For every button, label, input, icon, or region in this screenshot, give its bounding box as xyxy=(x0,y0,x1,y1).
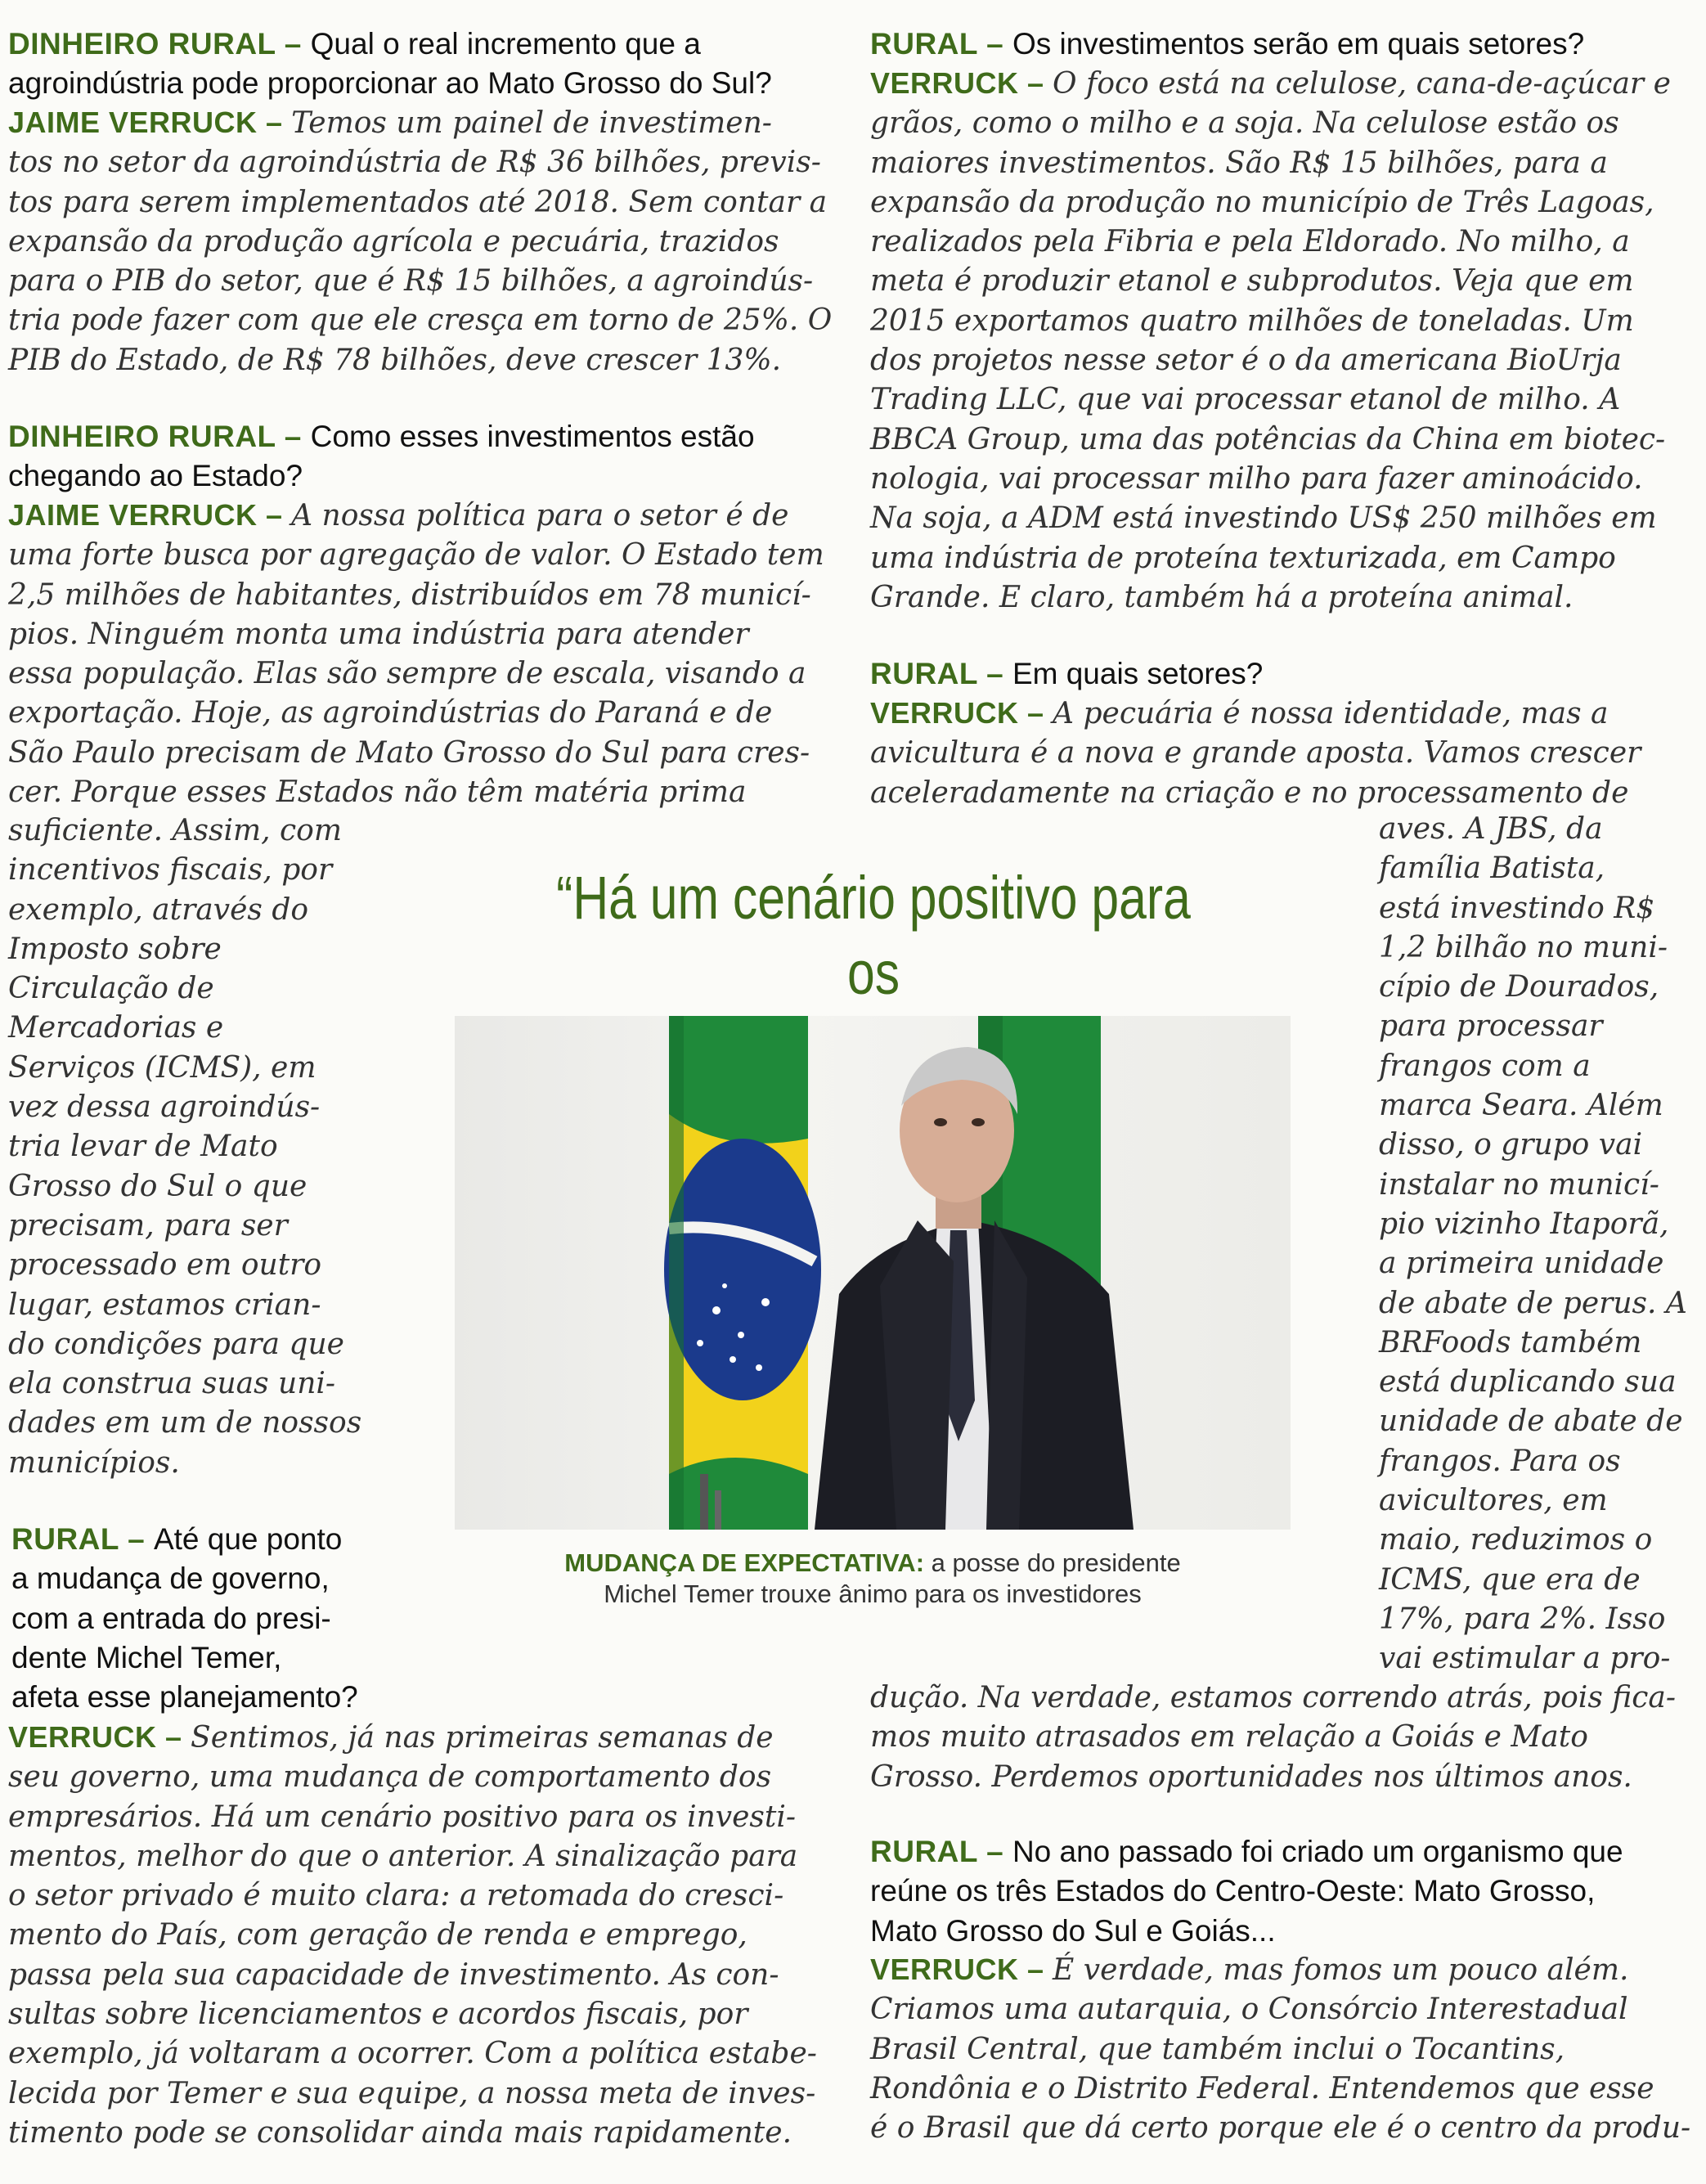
text-line xyxy=(870,774,1641,813)
speaker-tag: VERRUCK – xyxy=(8,1720,191,1754)
speaker-tag: RURAL – xyxy=(870,1835,1012,1868)
text-segment: timento pode se consolidar ainda mais rapidamente. xyxy=(8,2115,792,2150)
text-line: unidade de abate de xyxy=(1379,1404,1683,1439)
text-segment: para o PIB do setor, que é R$ 15 bilhões, a agroindús- xyxy=(8,264,814,299)
text-line xyxy=(870,262,1671,301)
text-line: disso, o grupo vai xyxy=(1379,1128,1643,1162)
text-line: do condições para que xyxy=(8,1327,344,1361)
text-segment: com a entrada do presi- xyxy=(11,1601,331,1635)
text-segment: mento do País, com geração de renda e emprego, xyxy=(8,1918,747,1953)
text-line xyxy=(870,222,1671,262)
text-line xyxy=(870,1950,1690,1990)
text-segment: Em quais setores? xyxy=(1012,657,1264,690)
text-segment: tos para serem implementados até 2018. Sem contar a xyxy=(8,185,828,219)
text-line: vai estimular a pro- xyxy=(1379,1642,1671,1676)
text-segment: Qual o real incremento que a xyxy=(310,27,701,61)
text-segment: Sentimos, já nas primeiras semanas de xyxy=(191,1721,774,1755)
text-line xyxy=(870,2069,1690,2109)
question-6 xyxy=(870,1832,1623,1951)
text-line xyxy=(870,578,1671,618)
text-segment: 2,5 milhões de habitantes, distribuídos em 78 municí- xyxy=(8,577,811,612)
text-line: marca Seara. Além xyxy=(1379,1089,1663,1123)
text-line xyxy=(870,1912,1623,1951)
speaker-tag: VERRUCK – xyxy=(870,66,1053,100)
text-segment: a mudança de governo, xyxy=(11,1562,330,1596)
text-segment: meta é produzir etanol e subprodutos. Veja que em xyxy=(870,264,1634,299)
text-line xyxy=(8,694,824,733)
text-segment: agroindústria pode proporcionar ao Mato Grosso do Sul? xyxy=(8,66,772,101)
speaker-tag: DINHEIRO RURAL – xyxy=(8,420,311,453)
text-line xyxy=(870,420,1671,460)
text-line xyxy=(870,654,1263,694)
text-line: Imposto sobre xyxy=(8,932,222,966)
text-segment: expansão da produção no município de Três Lagoas, xyxy=(870,185,1654,219)
text-segment: exportação. Hoje, as agroindústrias do Paraná e de xyxy=(8,696,773,730)
text-line: ICMS, que era de xyxy=(1379,1562,1641,1597)
text-line: processado em outro xyxy=(8,1248,322,1283)
text-segment: chegando ao Estado? xyxy=(8,459,303,493)
text-line xyxy=(8,301,832,340)
text-segment: grãos, como o milho e a soja. Na celulose estão os xyxy=(870,106,1619,141)
answer-4 xyxy=(870,64,1671,618)
text-segment: PIB do Estado, de R$ 78 bilhões, deve crescer 13%. xyxy=(8,343,782,377)
answer-5 xyxy=(870,694,1641,813)
text-line xyxy=(8,183,832,222)
text-line xyxy=(8,341,832,380)
text-segment: É verdade, mas fomos um pouco além. xyxy=(1053,1953,1629,1987)
text-line xyxy=(870,341,1671,380)
question-3 xyxy=(11,1520,358,1717)
text-segment: afeta esse planejamento? xyxy=(11,1680,358,1714)
text-line: maio, reduzimos o xyxy=(1379,1523,1653,1557)
text-segment: uma forte busca por agregação de valor. O Estado tem xyxy=(8,538,824,573)
text-segment: sultas sobre licenciamentos e acordos fiscais, por xyxy=(8,1998,748,2032)
photo-caption xyxy=(455,1548,1291,1610)
text-line xyxy=(870,302,1671,341)
text-segment: Criamos uma autarquia, o Consórcio Interestadual xyxy=(870,1993,1628,2027)
text-segment: Temos um painel de investimen- xyxy=(291,106,772,140)
text-line xyxy=(8,1916,817,1955)
text-line: frangos. Para os xyxy=(1379,1444,1621,1478)
text-line xyxy=(8,143,832,182)
answer-2-continued xyxy=(8,811,361,1483)
text-line xyxy=(870,460,1671,499)
text-line: para processar xyxy=(1379,1009,1603,1044)
text-segment: BBCA Group, uma das potências da China em biotec- xyxy=(870,422,1666,456)
text-line: de abate de perus. A xyxy=(1379,1286,1687,1320)
text-line xyxy=(8,25,772,64)
text-line xyxy=(8,456,755,496)
text-segment: Rondônia e o Distrito Federal. Entendemos que esse xyxy=(870,2071,1654,2105)
text-line xyxy=(870,2030,1690,2069)
speaker-tag: RURAL – xyxy=(11,1522,154,1556)
caption-tag: MUDANÇA DE EXPECTATIVA: xyxy=(564,1548,925,1577)
text-segment: expansão da produção agrícola e pecuária, trazidos xyxy=(8,224,779,258)
photo-michel-temer xyxy=(455,1016,1291,1530)
text-line: Grosso. Perdemos oportunidades nos últimos anos. xyxy=(870,1759,1632,1794)
text-segment: dente Michel Temer, xyxy=(11,1640,282,1674)
text-line: municípios. xyxy=(8,1445,180,1480)
text-line xyxy=(11,1678,358,1717)
text-line: está duplicando sua xyxy=(1379,1365,1677,1400)
caption-line-2: Michel Temer trouxe ânimo para os investidores xyxy=(604,1580,1142,1608)
text-line: tria levar de Mato xyxy=(8,1130,278,1164)
text-line xyxy=(870,499,1671,538)
text-line xyxy=(8,64,772,103)
text-line xyxy=(8,1798,817,1837)
text-segment: 2015 exportamos quatro milhões de toneladas. Um xyxy=(870,303,1634,338)
text-line xyxy=(8,536,824,575)
text-segment: aceleradamente na criação e no processamento de xyxy=(870,775,1629,810)
text-line xyxy=(870,1832,1623,1872)
text-line xyxy=(11,1559,358,1598)
text-line xyxy=(870,1990,1690,2029)
text-line xyxy=(870,183,1671,222)
text-line xyxy=(8,773,824,812)
text-segment: passa pela sua capacidade de investimento. As con- xyxy=(8,1957,779,1992)
question-4 xyxy=(870,25,1584,64)
text-line: 17%, para 2%. Isso xyxy=(1379,1602,1666,1636)
text-line: instalar no municí- xyxy=(1379,1167,1659,1202)
text-line xyxy=(8,1758,817,1797)
text-segment: reúne os três Estados do Centro-Oeste: Mato Grosso, xyxy=(870,1874,1596,1908)
text-line xyxy=(870,25,1584,64)
text-segment: lecida por Temer e sua equipe, a nossa meta de inves- xyxy=(8,2076,816,2110)
text-line xyxy=(8,103,832,143)
text-line xyxy=(8,417,755,456)
text-line: pio vizinho Itaporã, xyxy=(1379,1207,1669,1241)
text-segment: Mato Grosso do Sul e Goiás... xyxy=(870,1913,1276,1948)
speaker-tag: DINHEIRO RURAL – xyxy=(8,27,311,61)
text-segment: é o Brasil que dá certo porque ele é o centro da produ- xyxy=(870,2111,1691,2146)
text-line: frangos com a xyxy=(1379,1049,1591,1083)
text-line: lugar, estamos crian- xyxy=(8,1287,321,1322)
answer-5-end xyxy=(870,1678,1676,1797)
text-segment: tos no setor da agroindústria de R$ 36 bilhões, previs- xyxy=(8,146,821,180)
text-segment: Brasil Central, que também inclui o Tocantins, xyxy=(870,2032,1565,2066)
text-segment: A nossa política para o setor é de xyxy=(291,499,789,533)
text-segment: seu governo, uma mudança de comportamento dos xyxy=(8,1760,772,1795)
text-segment: pios. Ninguém monta uma indústria para atender xyxy=(8,617,749,651)
speaker-tag: JAIME VERRUCK – xyxy=(8,498,292,532)
text-line xyxy=(8,1876,817,1916)
answer-6 xyxy=(870,1950,1690,2148)
text-segment: uma indústria de proteína texturizada, em Campo xyxy=(870,541,1616,575)
text-segment: nologia, vai processar milho para fazer aminoácido. xyxy=(870,461,1643,496)
text-line: Circulação de xyxy=(8,972,214,1006)
text-segment: essa população. Elas são sempre de escala, visando a xyxy=(8,657,806,691)
text-line xyxy=(8,2114,817,2153)
text-segment: o setor privado é muito clara: a retomada do cresci- xyxy=(8,1879,784,1913)
photo-illustration xyxy=(455,1016,1291,1530)
text-line xyxy=(8,1718,817,1758)
text-line xyxy=(870,539,1671,578)
text-segment: realizados pela Fibria e pela Eldorado. No milho, a xyxy=(870,225,1630,259)
text-line: precisam, para ser xyxy=(8,1208,288,1243)
answer-1 xyxy=(8,103,832,380)
text-line: 1,2 bilhão no muni- xyxy=(1379,930,1668,964)
text-segment: maiores investimentos. São R$ 15 bilhões, para a xyxy=(870,146,1608,180)
question-5 xyxy=(870,654,1263,694)
text-segment: cer. Porque esses Estados não têm matéria prima xyxy=(8,775,747,810)
text-line xyxy=(8,1956,817,1995)
text-segment: Os investimentos serão em quais setores? xyxy=(1012,27,1585,61)
text-line xyxy=(8,496,824,536)
question-1 xyxy=(8,25,772,104)
speaker-tag: RURAL – xyxy=(870,27,1012,61)
text-segment: tria pode fazer com que ele cresça em torno de 25%. O xyxy=(8,303,833,338)
text-line xyxy=(870,2109,1690,2148)
speaker-tag: RURAL – xyxy=(870,657,1012,690)
text-line: a primeira unidade xyxy=(1379,1247,1664,1281)
speaker-tag: JAIME VERRUCK – xyxy=(8,106,292,139)
answer-5-continued xyxy=(1379,810,1687,1679)
speaker-tag: VERRUCK – xyxy=(870,1953,1053,1986)
text-line xyxy=(870,1872,1623,1911)
brazil-flag-left xyxy=(664,1016,821,1530)
text-line: Grosso do Sul o que xyxy=(8,1169,308,1203)
text-line: aves. A JBS, da xyxy=(1379,812,1603,846)
text-segment: Até que ponto xyxy=(153,1522,343,1556)
text-line xyxy=(8,1995,817,2034)
text-line xyxy=(8,734,824,773)
text-line: BRFoods também xyxy=(1379,1325,1642,1359)
text-line: Serviços (ICMS), em xyxy=(8,1050,317,1085)
text-segment: Grande. E claro, também há a proteína animal. xyxy=(870,580,1574,614)
text-segment: exemplo, já voltaram a ocorrer. Com a política estabe- xyxy=(8,2037,817,2071)
pull-quote-line-1: “Há um cenário positivo para os xyxy=(556,864,1191,1007)
text-line xyxy=(8,2074,817,2114)
text-line: cípio de Dourados, xyxy=(1379,970,1659,1004)
text-line: suficiente. Assim, com xyxy=(8,814,342,847)
text-line xyxy=(870,694,1641,734)
text-segment: empresários. Há um cenário positivo para os investi- xyxy=(8,1800,797,1834)
text-line: incentivos fiscais, por xyxy=(8,853,333,888)
answer-2 xyxy=(8,496,824,812)
text-line xyxy=(870,734,1641,773)
text-line: Mercadorias e xyxy=(8,1011,224,1045)
text-line xyxy=(8,2034,817,2074)
text-line xyxy=(870,64,1671,104)
text-line: dades em um de nossos xyxy=(8,1406,362,1440)
text-line xyxy=(870,104,1671,143)
text-line xyxy=(870,144,1671,183)
text-line: avicultores, em xyxy=(1379,1484,1608,1518)
text-line: dução. Na verdade, estamos correndo atrás, pois fica- xyxy=(870,1681,1677,1714)
text-line: exemplo, através do xyxy=(8,892,309,927)
text-line: família Batista, xyxy=(1379,852,1605,886)
text-segment: A pecuária é nossa identidade, mas a xyxy=(1053,697,1609,730)
caption-line-1: a posse do presidente xyxy=(924,1548,1181,1577)
text-line: mos muito atrasados em relação a Goiás e Mato xyxy=(870,1720,1588,1755)
speaker-tag: VERRUCK – xyxy=(870,696,1053,730)
answer-3 xyxy=(8,1718,817,2153)
text-line xyxy=(8,222,832,262)
text-line xyxy=(8,1837,817,1876)
text-segment: avicultura é a nova e grande aposta. Vamos crescer xyxy=(870,736,1641,771)
text-line xyxy=(8,615,824,654)
text-line xyxy=(870,380,1671,420)
text-line xyxy=(8,654,824,694)
text-line xyxy=(11,1520,358,1559)
text-line xyxy=(11,1599,358,1638)
text-line xyxy=(8,262,832,301)
text-line xyxy=(11,1638,358,1678)
text-segment: mentos, melhor do que o anterior. A sinalização para xyxy=(8,1839,798,1873)
text-line: está investindo R$ xyxy=(1379,891,1655,925)
text-line: ela construa suas uni- xyxy=(8,1367,336,1401)
text-segment: Na soja, a ADM está investindo US$ 250 milhões em xyxy=(870,501,1657,536)
text-line: vez dessa agroindús- xyxy=(8,1090,321,1125)
text-segment: Trading LLC, que vai processar etanol de milho. A xyxy=(870,383,1621,417)
question-2 xyxy=(8,417,755,497)
text-segment: Como esses investimentos estão xyxy=(310,420,755,453)
text-segment: dos projetos nesse setor é o da americana BioUrja xyxy=(870,344,1622,378)
text-segment: O foco está na celulose, cana-de-açúcar e xyxy=(1053,67,1671,101)
text-segment: No ano passado foi criado um organismo que xyxy=(1012,1835,1623,1868)
text-line xyxy=(8,576,824,615)
text-segment: São Paulo precisam de Mato Grosso do Sul para cres- xyxy=(8,735,810,770)
